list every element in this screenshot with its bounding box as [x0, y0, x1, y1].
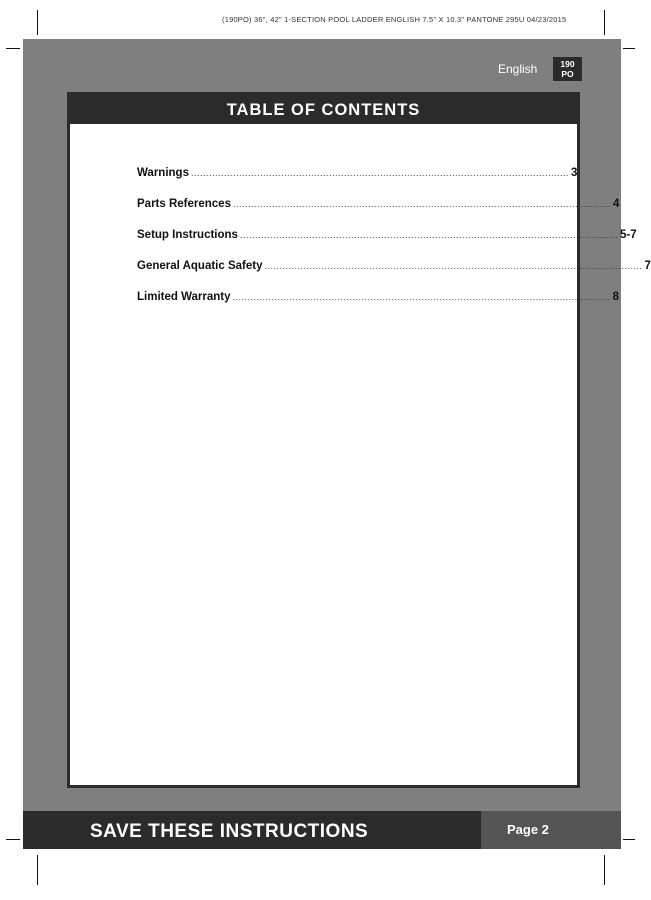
- language-label: English: [498, 62, 538, 76]
- table-of-contents-panel: [67, 92, 651, 788]
- toc-leader-dots: ..............................................................................................................................: [232, 292, 611, 302]
- toc-entry-page: 3: [571, 167, 578, 179]
- toc-entry-limited-warranty[interactable]: [137, 291, 619, 307]
- crop-mark: [6, 839, 20, 840]
- toc-entry-parts-references[interactable]: [137, 198, 620, 214]
- toc-leader-dots: ..............................................................................................................................: [239, 230, 619, 240]
- page-number-box: [481, 811, 621, 849]
- toc-entry-page: 8: [612, 291, 619, 303]
- model-code-line1: 190: [560, 59, 575, 69]
- toc-entry-setup-instructions[interactable]: [137, 229, 637, 245]
- footer-bar: [23, 811, 621, 849]
- crop-mark: [623, 839, 635, 840]
- toc-entry-label: Warnings: [137, 167, 189, 179]
- model-code-line2: PO: [561, 69, 574, 79]
- toc-leader-dots: ..............................................................................................................................: [264, 261, 643, 271]
- page-number: Page 2: [507, 822, 549, 837]
- toc-entry-page: 7: [644, 260, 651, 272]
- print-spec-line: (190PO) 36", 42" 1-SECTION POOL LADDER ENGLISH 7.5" X 10.3" PANTONE 295U 04/23/2015: [222, 15, 567, 24]
- toc-entry-page: 5-7: [620, 229, 637, 241]
- toc-entry-warnings[interactable]: [137, 167, 578, 183]
- save-instructions-text: SAVE THESE INSTRUCTIONS: [90, 821, 369, 842]
- toc-entry-general-aquatic-safety[interactable]: [137, 260, 651, 276]
- toc-entry-label: Parts References: [137, 198, 231, 210]
- toc-header-bar: [70, 95, 577, 124]
- toc-entry-label: Setup Instructions: [137, 229, 238, 241]
- crop-mark: [604, 855, 605, 885]
- toc-leader-dots: ..............................................................................................................................: [232, 199, 612, 209]
- toc-leader-dots: ..............................................................................................................................: [190, 168, 570, 178]
- model-code-badge: [553, 57, 582, 81]
- toc-entry-label: General Aquatic Safety: [137, 260, 263, 272]
- crop-mark: [623, 48, 635, 49]
- toc-title: TABLE OF CONTENTS: [226, 101, 421, 119]
- toc-entry-page: 4: [613, 198, 620, 210]
- crop-mark: [37, 10, 38, 35]
- crop-mark: [37, 855, 38, 885]
- crop-mark: [6, 48, 20, 49]
- toc-entry-label: Limited Warranty: [137, 291, 231, 303]
